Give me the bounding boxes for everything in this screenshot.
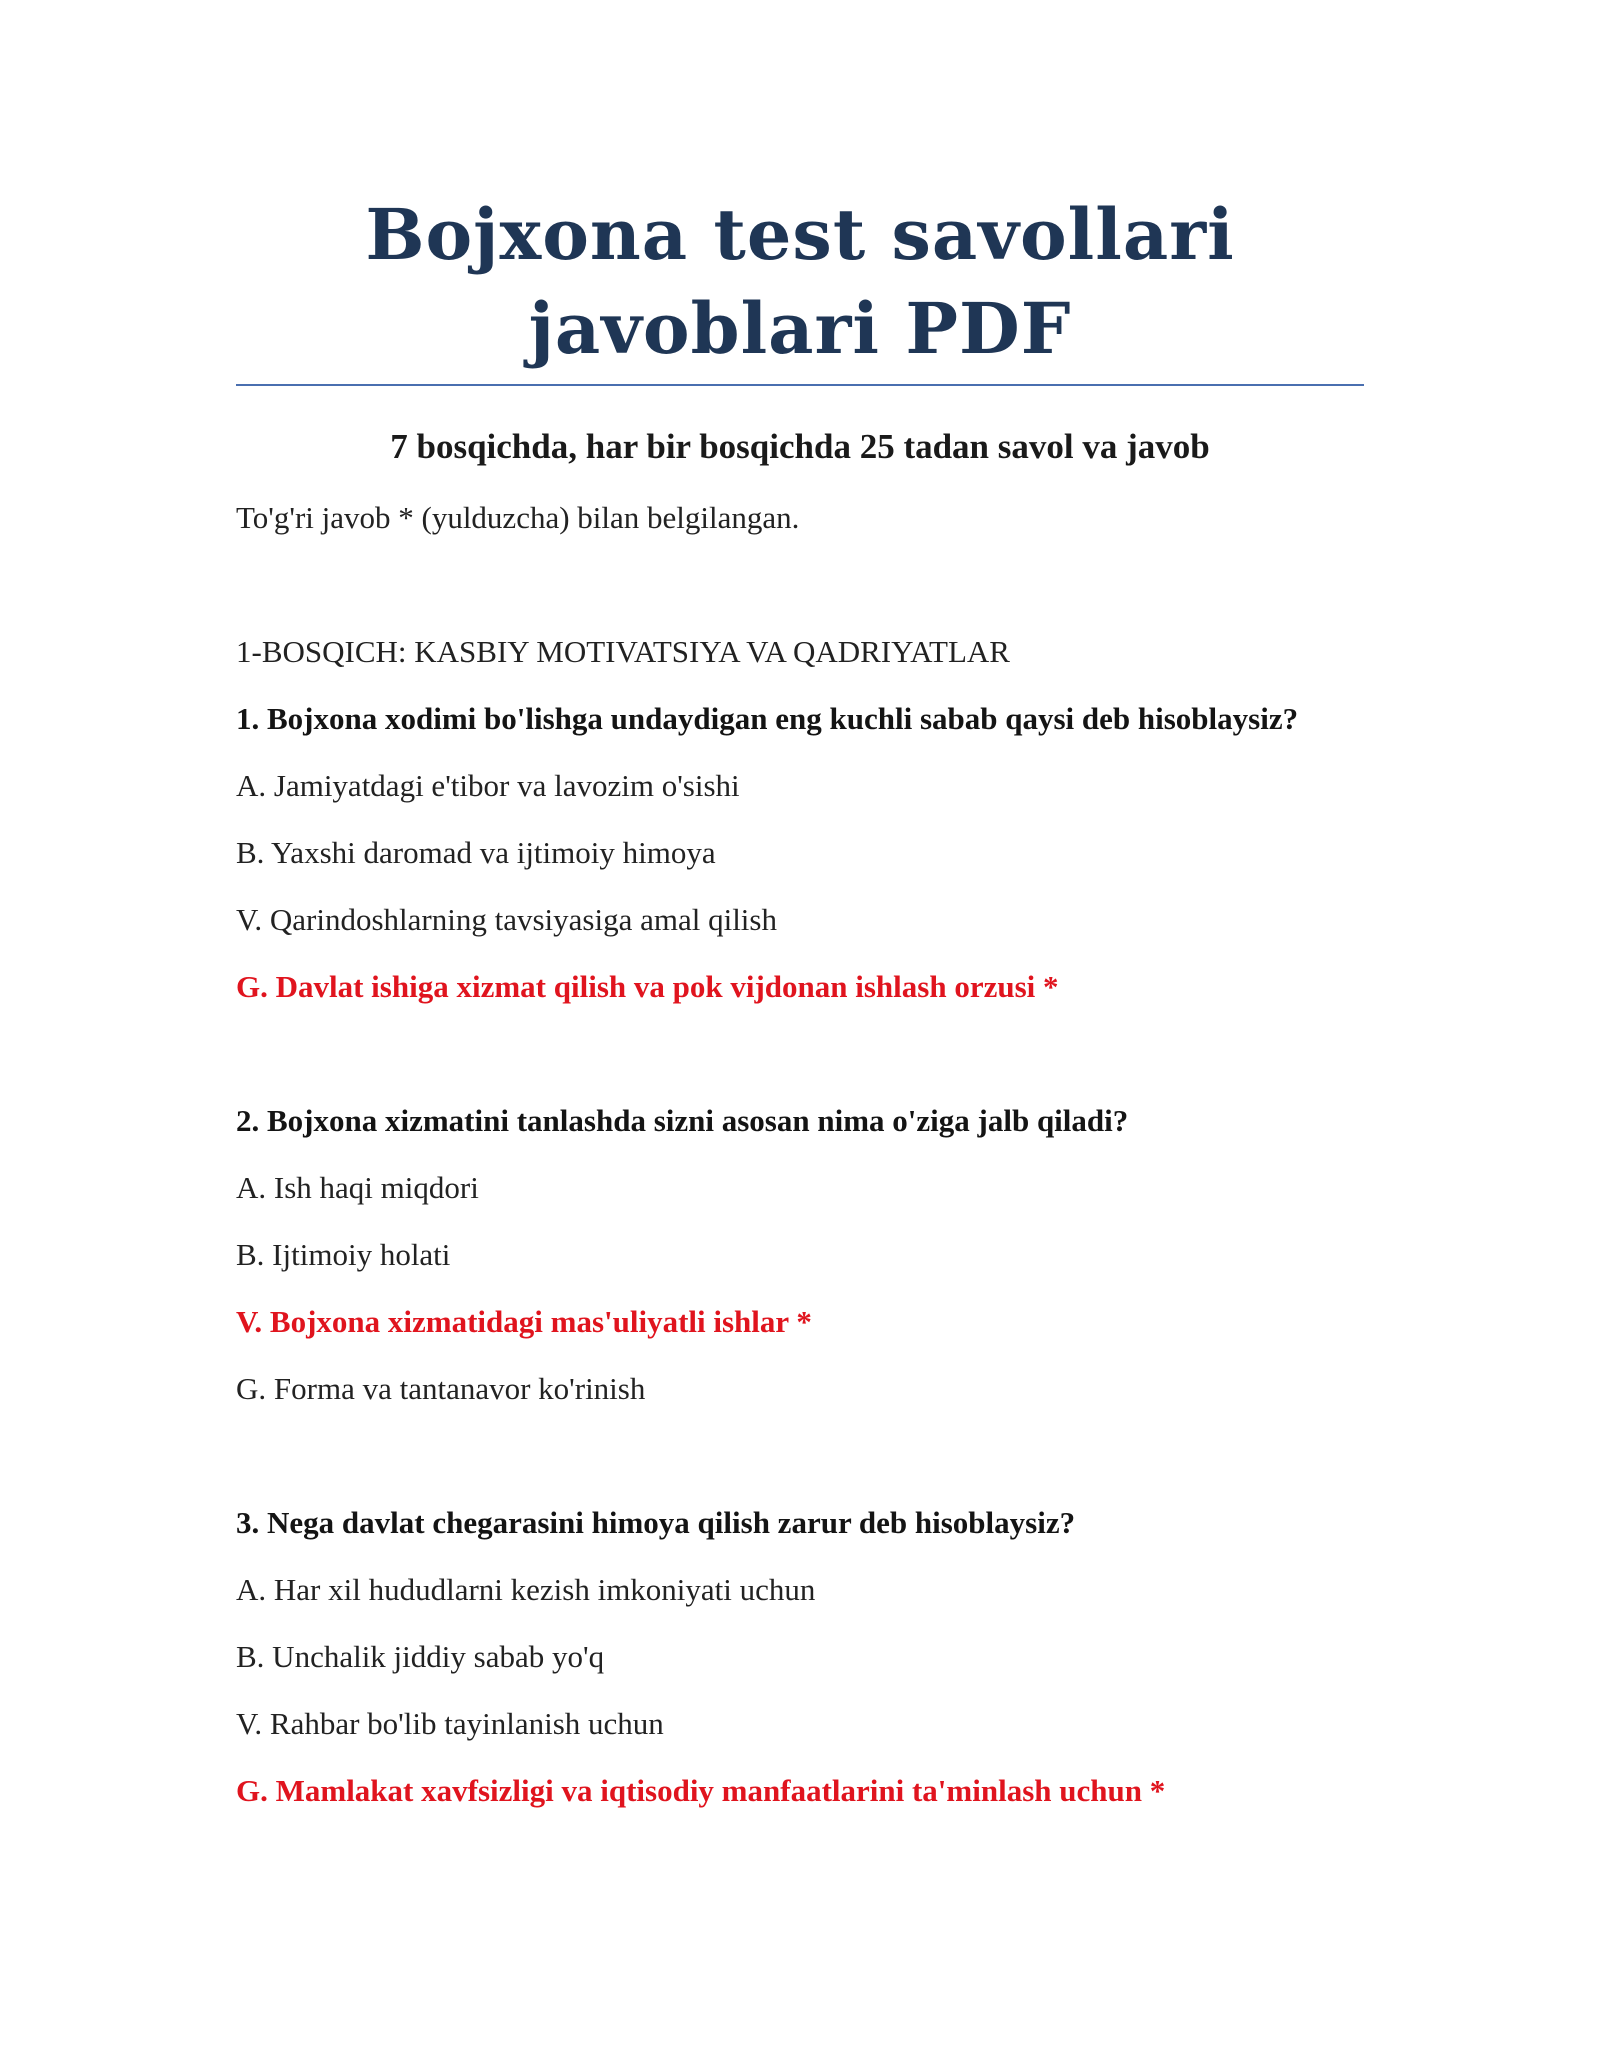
section-heading: 1-BOSQICH: KASBIY MOTIVATSIYA VA QADRIYATLAR xyxy=(236,634,1010,669)
question-1-option-a: A. Jamiyatdagi e'tibor va lavozim o'sishi xyxy=(236,768,740,803)
question-3-option-b: B. Unchalik jiddiy sabab yo'q xyxy=(236,1639,605,1674)
intro-note: To'g'ri javob * (yulduzcha) bilan belgilangan. xyxy=(236,500,800,535)
question-1: 1. Bojxona xodimi bo'lishga undaydigan eng kuchli sabab qaysi deb hisoblaysiz? xyxy=(236,701,1299,736)
document-title: Bojxona test savollari javoblari PDF xyxy=(365,193,1235,370)
question-3: 3. Nega davlat chegarasini himoya qilish zarur deb hisoblaysiz? xyxy=(236,1505,1076,1540)
question-2-option-a: A. Ish haqi miqdori xyxy=(236,1170,479,1205)
question-3-option-a: A. Har xil hududlarni kezish imkoniyati uchun xyxy=(236,1572,816,1607)
question-2-option-b: B. Ijtimoiy holati xyxy=(236,1237,451,1272)
question-2-option-g: G. Forma va tantanavor ko'rinish xyxy=(236,1371,646,1406)
question-1-option-v: V. Qarindoshlarning tavsiyasiga amal qilish xyxy=(236,902,777,937)
title-divider xyxy=(236,384,1364,386)
document-subtitle: 7 bosqichda, har bir bosqichda 25 tadan savol va javob xyxy=(390,427,1210,466)
question-1-option-g-correct: G. Davlat ishiga xizmat qilish va pok vijdonan ishlash orzusi * xyxy=(236,969,1059,1004)
question-2: 2. Bojxona xizmatini tanlashda sizni asosan nima o'ziga jalb qiladi? xyxy=(236,1103,1129,1138)
question-3-option-g-correct: G. Mamlakat xavfsizligi va iqtisodiy manfaatlarini ta'minlash uchun * xyxy=(236,1773,1166,1808)
question-2-option-v-correct: V. Bojxona xizmatidagi mas'uliyatli ishlar * xyxy=(236,1304,812,1339)
question-3-option-v: V. Rahbar bo'lib tayinlanish uchun xyxy=(236,1706,664,1741)
question-1-option-b: B. Yaxshi daromad va ijtimoiy himoya xyxy=(236,835,716,870)
